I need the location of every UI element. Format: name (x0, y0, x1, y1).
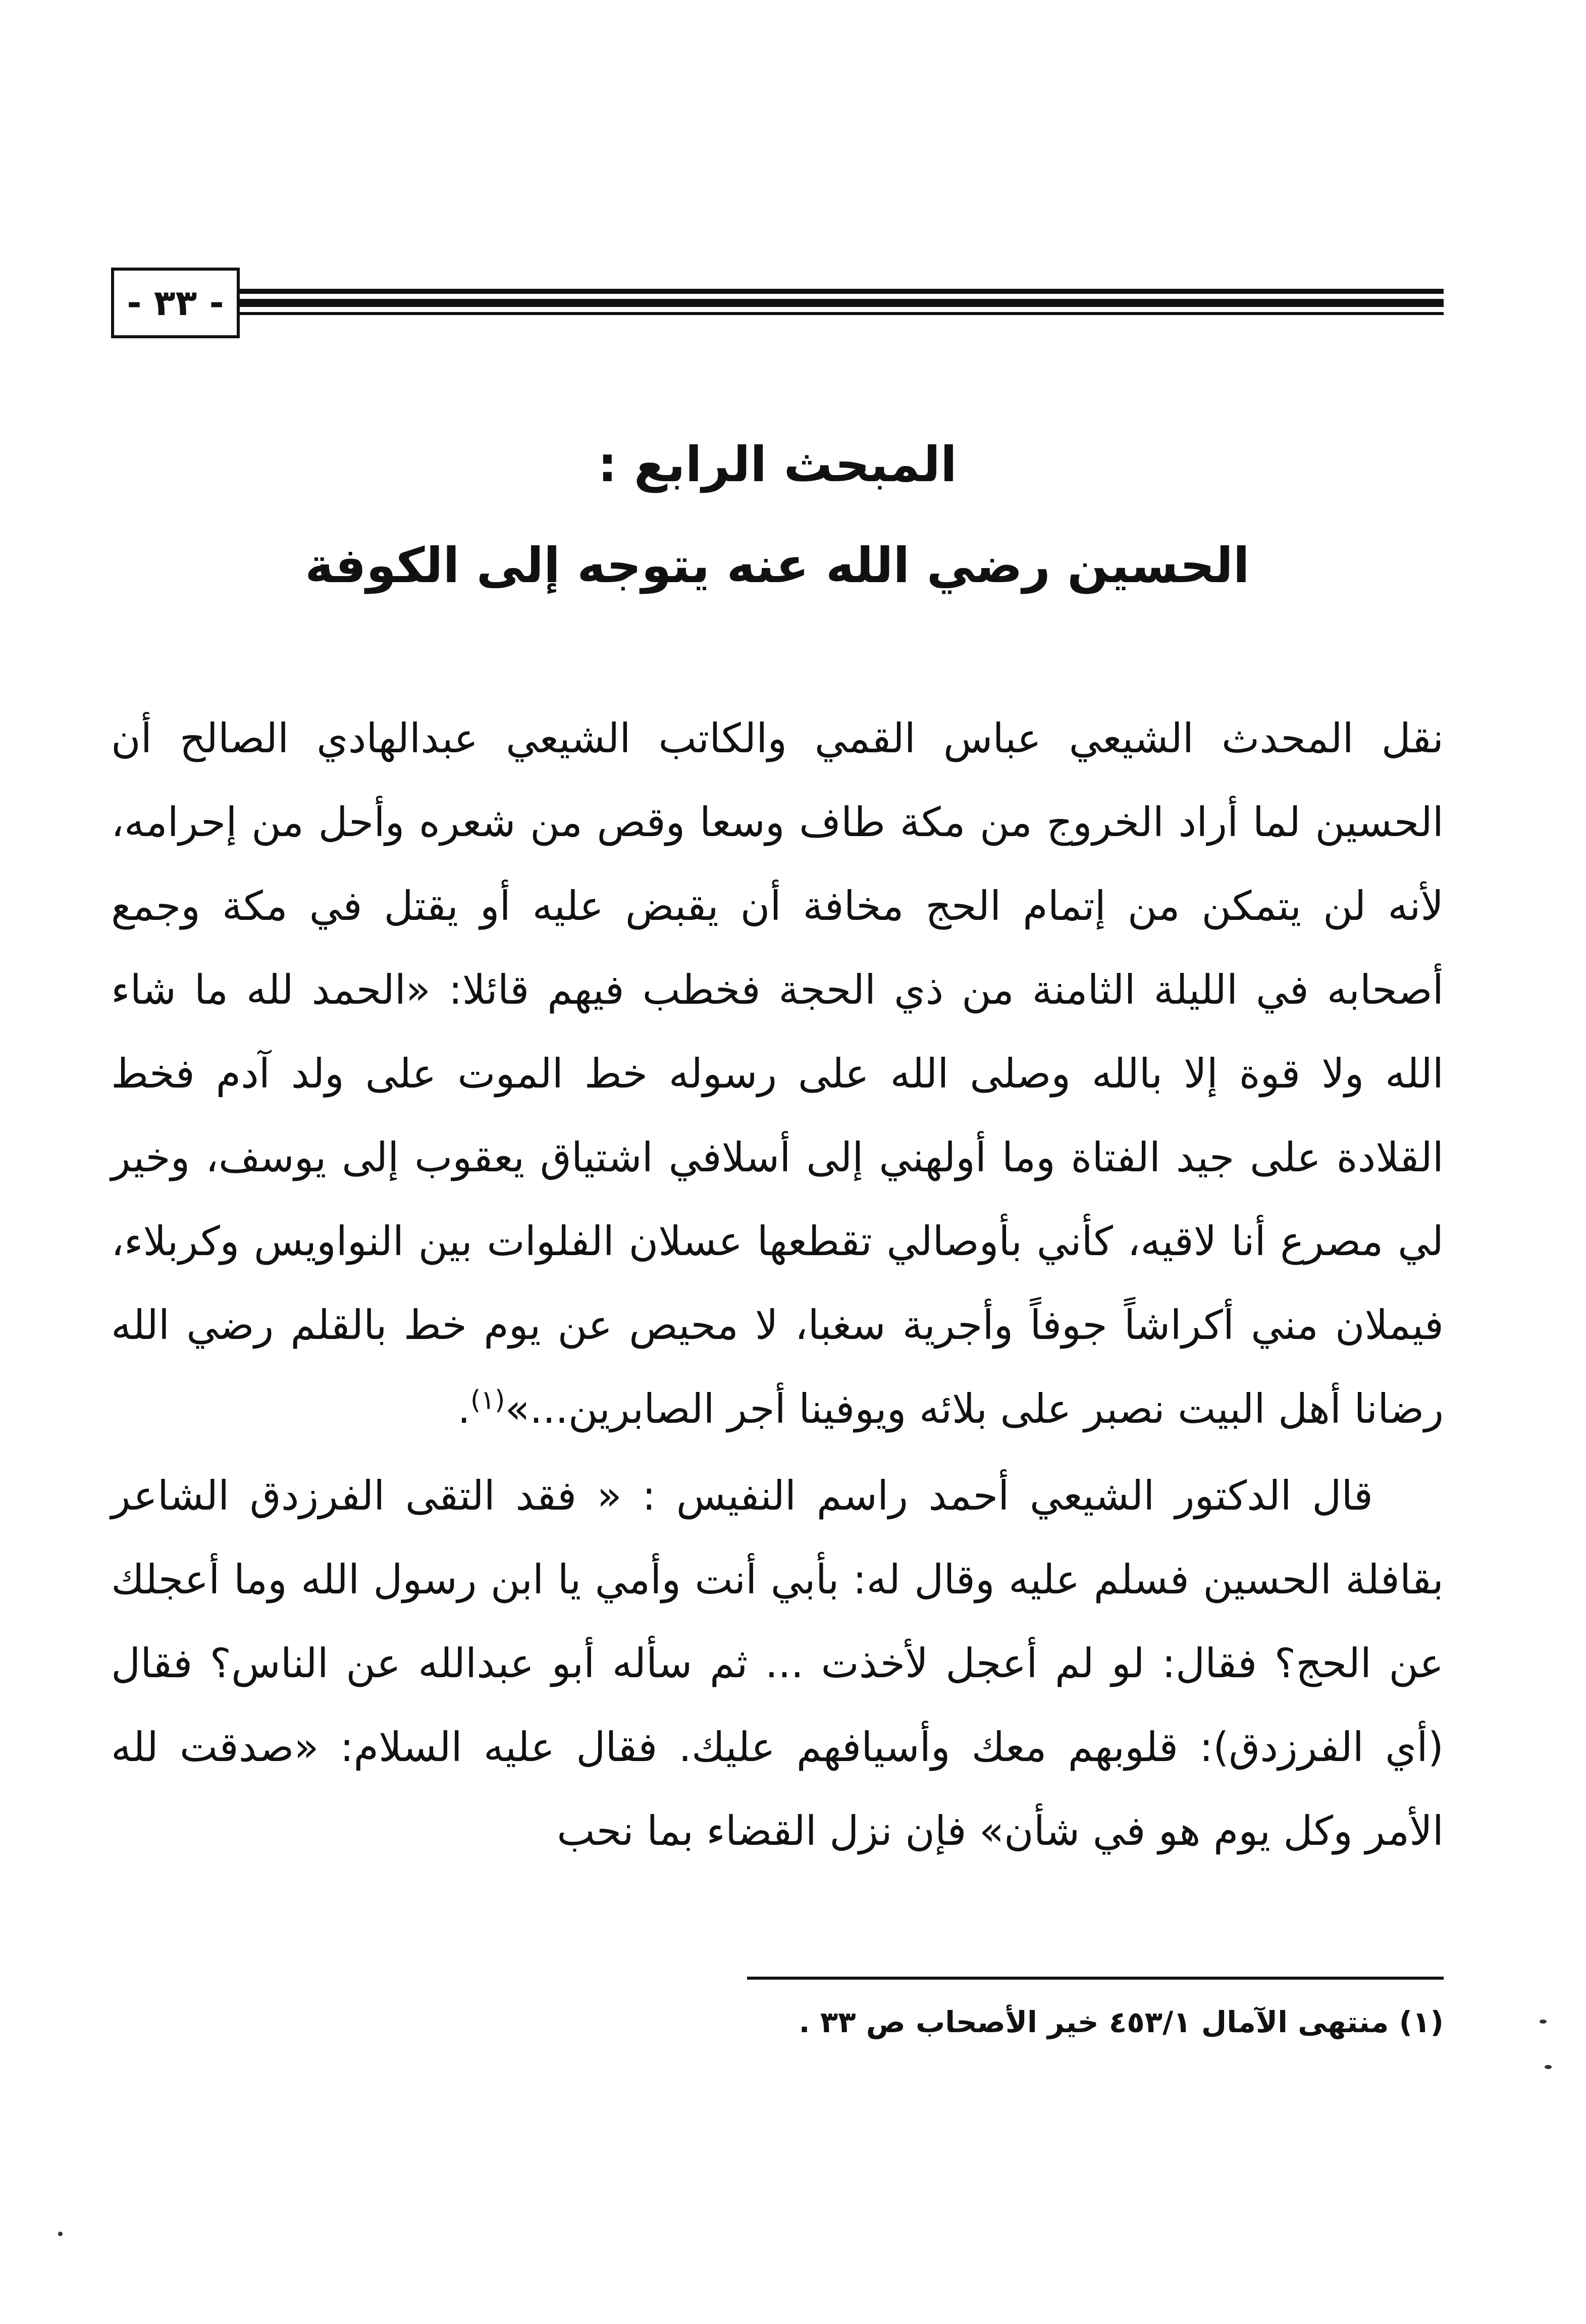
main-text (111, 697, 1444, 1873)
section-subtitle: الحسين رضي الله عنه يتوجه إلى الكوفة (305, 537, 1250, 594)
paragraph-end: . (457, 1385, 470, 1432)
paragraph: قال الدكتور الشيعي أحمد راسم النفيس : « فقد التقى الفرزدق الشاعر بقافلة الحسين فسلم عليه وقال له: بأبي أنت وأمي يا ابن رسول الله وما أعجلك عن الحج؟ فقال: لو لم أعجل لأخذت ... ثم سأله أبو عبدالله عن الناس؟ فقال (أي الفرزدق): قلوبهم معك وأسيافهم عليك. فقال عليه السلام: «صدقت لله الأمر وكل يوم هو في شأن» فإن نزل القضاء بما نحب (111, 1472, 1444, 1854)
scan-speck (1545, 2065, 1552, 2069)
page-number: - ٣٣ - (111, 268, 240, 338)
footnote-rule (747, 1977, 1444, 1980)
page-header (111, 257, 1444, 348)
header-rule (240, 299, 1444, 307)
paragraph (111, 697, 1444, 1451)
footnote: (١) منتهى الآمال ٤٥٣/١ خير الأصحاب ص ٣٣ . (799, 2005, 1444, 2039)
paragraph-text: نقل المحدث الشيعي عباس القمي والكاتب الشيعي عبدالهادي الصالح أن الحسين لما أراد الخروج من مكة طاف وسعا وقص من شعره وأحل من إحرامه، لأنه لن يتمكن من إتمام الحج مخافة أن يقبض عليه أو يقتل في مكة وجمع أصحابه في الليلة الثامنة من ذي الحجة فخطب فيهم قائلا: «الحمد لله ما شاء الله ولا قوة إلا بالله وصلى الله على رسوله خط الموت على ولد آدم فخط القلادة على جيد الفتاة وما أولهني إلى أسلافي اشتياق يعقوب إلى يوسف، وخير لي مصرع أنا لاقيه، كأني بأوصالي تقطعها عسلان الفلوات بين النواويس وكربلاء، فيملان مني أكراشاً جوفاً وأجرية سغبا، لا محيص عن يوم خط بالقلم رضي الله رضانا أهل البيت نصبر على بلائه ويوفينا أجر الصابرين...» (111, 715, 1444, 1432)
section-heading (111, 414, 1444, 616)
scan-speck (58, 2232, 63, 2236)
footnote-reference: (١) (470, 1385, 505, 1416)
header-rule (240, 312, 1444, 315)
scan-speck (1540, 2020, 1547, 2024)
section-title: المبحث الرابع : (598, 436, 957, 493)
header-rule (240, 289, 1444, 294)
